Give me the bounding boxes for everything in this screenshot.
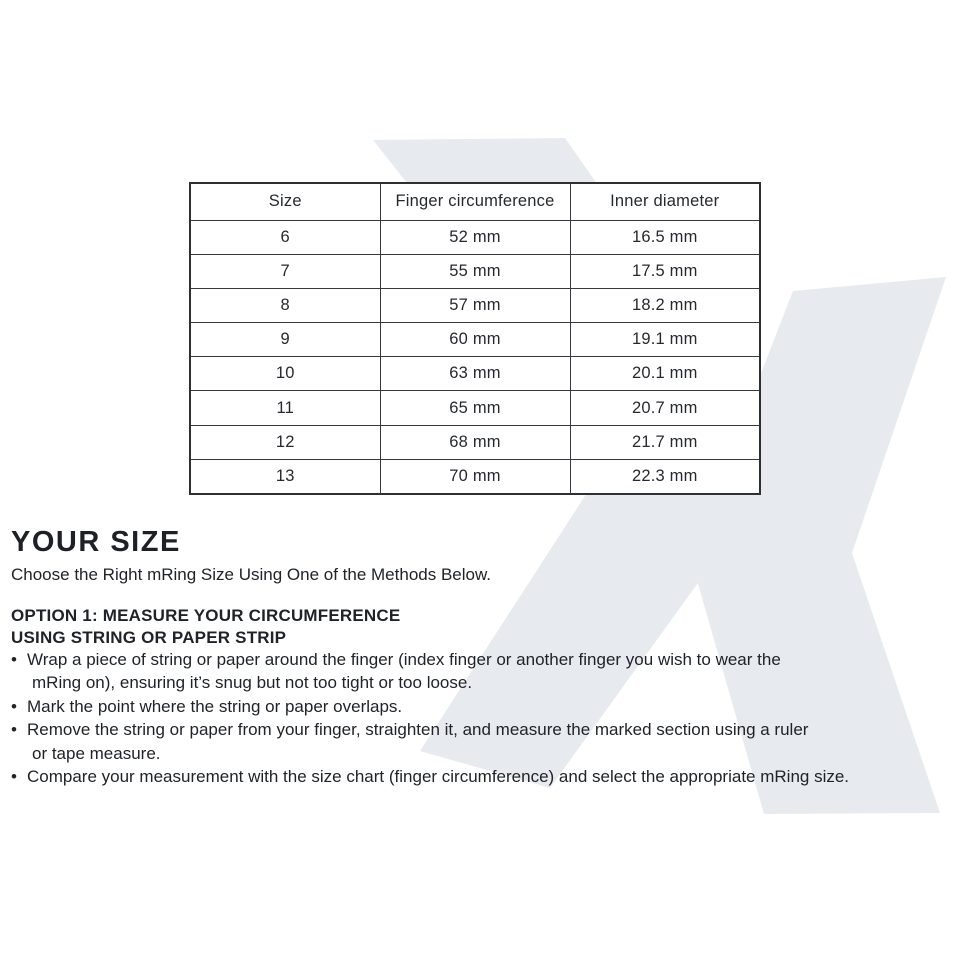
- option1-heading: [11, 605, 400, 648]
- table-row: [190, 254, 760, 288]
- diameter-cell: 18.2 mm: [570, 288, 760, 322]
- table-row: [190, 459, 760, 493]
- diameter-cell: 22.3 mm: [570, 459, 760, 493]
- circumference-cell: 60 mm: [380, 323, 570, 357]
- size-cell: 8: [190, 288, 380, 322]
- size-cell: 10: [190, 357, 380, 391]
- bullet-line: • Mark the point where the string or paper overlaps.: [10, 695, 958, 718]
- circumference-cell: 65 mm: [380, 391, 570, 425]
- size-chart-table: [189, 182, 761, 495]
- bullet-item: [10, 648, 958, 695]
- circumference-cell: 52 mm: [380, 220, 570, 254]
- option1-heading-line2: USING STRING OR PAPER STRIP: [11, 627, 287, 647]
- circumference-cell: 55 mm: [380, 254, 570, 288]
- size-cell: 11: [190, 391, 380, 425]
- size-cell: 12: [190, 425, 380, 459]
- bullet-line: • Remove the string or paper from your finger, straighten it, and measure the marked section using a ruler: [10, 718, 958, 741]
- diameter-cell: 20.7 mm: [570, 391, 760, 425]
- size-cell: 9: [190, 323, 380, 357]
- bullet-item: [10, 765, 958, 788]
- bullet-line: • Compare your measurement with the size chart (finger circumference) and select the appropriate mRing size.: [10, 765, 958, 788]
- diameter-cell: 19.1 mm: [570, 323, 760, 357]
- diameter-cell: 16.5 mm: [570, 220, 760, 254]
- diameter-cell: 17.5 mm: [570, 254, 760, 288]
- bullet-line: or tape measure.: [32, 743, 161, 763]
- diameter-cell: 21.7 mm: [570, 425, 760, 459]
- table-row: [190, 220, 760, 254]
- bullet-item: [10, 695, 958, 718]
- table-row: [190, 425, 760, 459]
- option1-instructions: [10, 648, 958, 788]
- size-chart: [189, 182, 761, 495]
- circumference-cell: 63 mm: [380, 357, 570, 391]
- table-row: [190, 391, 760, 425]
- column-header-inner-diameter: Inner diameter: [570, 183, 760, 220]
- column-header-finger-circumference: Finger circumference: [380, 183, 570, 220]
- table-row: [190, 323, 760, 357]
- size-cell: 6: [190, 220, 380, 254]
- circumference-cell: 68 mm: [380, 425, 570, 459]
- size-chart-header-row: [190, 183, 760, 220]
- column-header-size: Size: [190, 183, 380, 220]
- size-cell: 13: [190, 459, 380, 493]
- circumference-cell: 70 mm: [380, 459, 570, 493]
- diameter-cell: 20.1 mm: [570, 357, 760, 391]
- your-size-title: YOUR SIZE: [11, 526, 181, 558]
- your-size-subtitle: Choose the Right mRing Size Using One of the Methods Below.: [11, 565, 492, 584]
- size-cell: 7: [190, 254, 380, 288]
- table-row: [190, 288, 760, 322]
- bullet-item: [10, 718, 958, 765]
- option1-heading-line1: OPTION 1: MEASURE YOUR CIRCUMFERENCE: [11, 606, 401, 625]
- circumference-cell: 57 mm: [380, 288, 570, 322]
- bullet-line: mRing on), ensuring it’s snug but not too tight or too loose.: [32, 673, 473, 693]
- table-row: [190, 357, 760, 391]
- bullet-line: • Wrap a piece of string or paper around the finger (index finger or another finger you wish to wear the: [10, 648, 958, 671]
